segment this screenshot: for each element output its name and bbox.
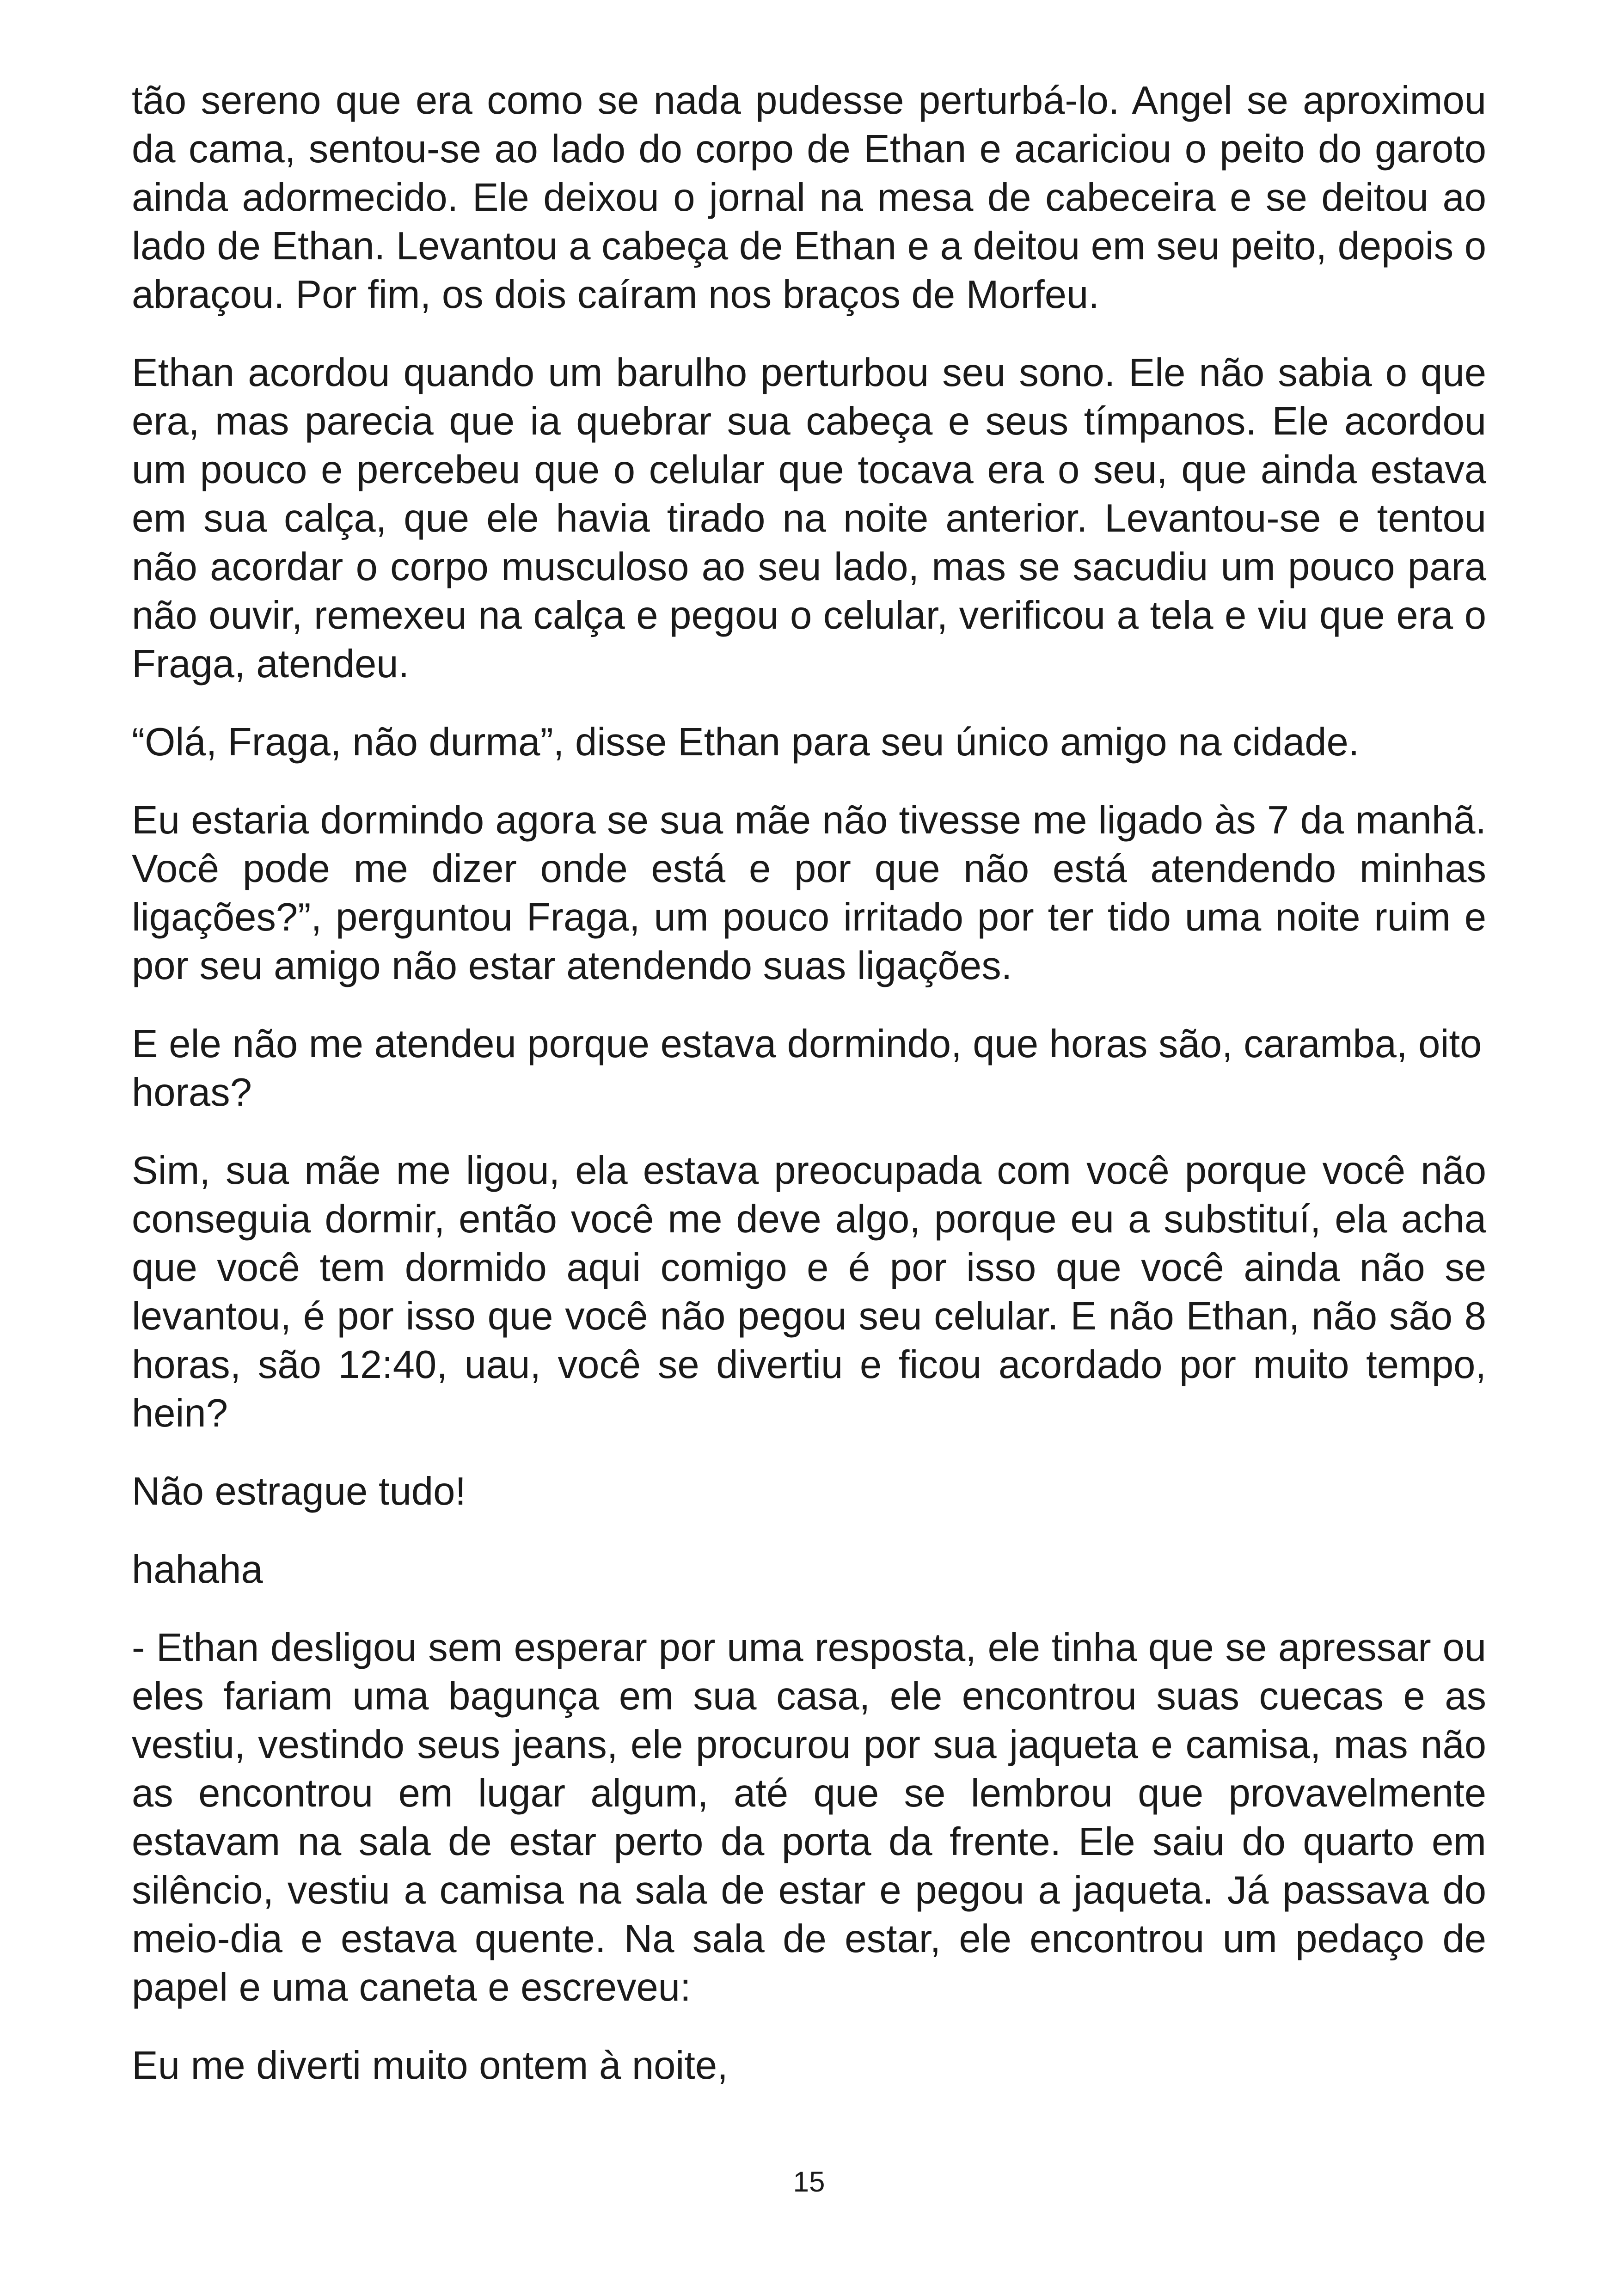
- paragraph-1: tão sereno que era como se nada pudesse perturbá-lo. Angel se aproximou da cama, sentou-se ao lado do corpo de Ethan e acariciou o peito do garoto ainda adormecido. Ele deixou o jornal na mesa de cabeceira e se deitou ao lado de Ethan. Levantou a cabeça de Ethan e a deitou em seu peito, depois o abraçou. Por fim, os dois caíram nos braços de Morfeu.: [132, 79, 1486, 317]
- paragraph-3: “Olá, Fraga, não durma”, disse Ethan para seu único amigo na cidade.: [132, 720, 1360, 764]
- page-number: 15: [793, 2166, 825, 2198]
- paragraph-6: Sim, sua mãe me ligou, ela estava preocupada com você porque você não conseguia dormir, então você me deve algo, porque eu a substituí, ela acha que você tem dormido aqui comigo e é por isso que você ainda não se levantou, é por isso que você não pegou seu celular. E não Ethan, não são 8 horas, são 12:40, uau, você se divertiu e ficou acordado por muito tempo, hein?: [132, 1149, 1486, 1435]
- paragraph-4: Eu estaria dormindo agora se sua mãe não tivesse me ligado às 7 da manhã. Você pode me dizer onde está e por que não está atendendo minhas ligações?”, perguntou Fraga, um pouco irritado por ter tido uma noite ruim e por seu amigo não estar atendendo suas ligações.: [132, 798, 1486, 988]
- body-text: [132, 76, 1486, 2119]
- paragraph-2: Ethan acordou quando um barulho perturbou seu sono. Ele não sabia o que era, mas parecia que ia quebrar sua cabeça e seus tímpanos. Ele acordou um pouco e percebeu que o celular que tocava era o seu, que ainda estava em sua calça, que ele havia tirado na noite anterior. Levantou-se e tentou não acordar o corpo musculoso ao seu lado, mas se sacudiu um pouco para não ouvir, remexeu na calça e pegou o celular, verificou a tela e viu que era o Fraga, atendeu.: [132, 351, 1486, 686]
- paragraph-7: Não estrague tudo!: [132, 1469, 466, 1513]
- paragraph-10: Eu me diverti muito ontem à noite,: [132, 2044, 728, 2088]
- paragraph-9: - Ethan desligou sem esperar por uma resposta, ele tinha que se apressar ou eles fariam uma bagunça em sua casa, ele encontrou suas cuecas e as vestiu, vestindo seus jeans, ele procurou por sua jaqueta e camisa, mas não as encontrou em lugar algum, até que se lembrou que provavelmente estavam na sala de estar perto da porta da frente. Ele saiu do quarto em silêncio, vestiu a camisa na sala de estar e pegou a jaqueta. Já passava do meio-dia e estava quente. Na sala de estar, ele encontrou um pedaço de papel e uma caneta e escreveu:: [132, 1626, 1486, 2009]
- paragraph-5: E ele não me atendeu porque estava dormindo, que horas são, caramba, oito horas?: [132, 1022, 1482, 1114]
- paragraph-8: hahaha: [132, 1548, 263, 1592]
